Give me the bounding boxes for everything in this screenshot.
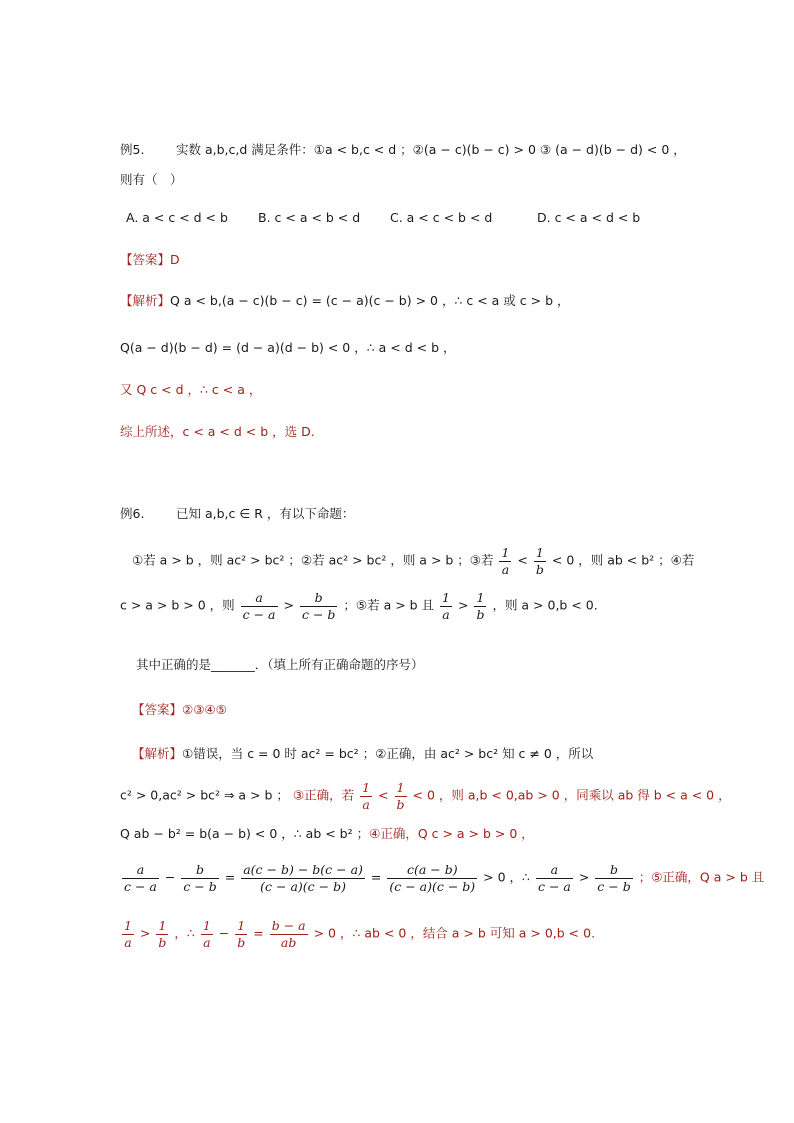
less-than: < (517, 552, 528, 568)
ex6-answer: 【答案】②③④⑤ (132, 702, 227, 717)
ex5-label: 例5. (120, 142, 145, 157)
option-c: C. a < c < b < d (390, 210, 493, 225)
text-run: > 0 ，∴ (483, 869, 530, 885)
option-d: D. c < a < d < b (537, 210, 641, 225)
less-than: < (378, 787, 389, 803)
ex6-propositions-line-1 (132, 545, 694, 577)
fraction-1-over-a: $\frac{1}{a}$ (202, 918, 211, 950)
fraction-1-over-b: $\frac{1}{b}$ (476, 590, 485, 622)
greater-than: > (578, 869, 590, 885)
text-run: ④正确，Q c > a > b > 0 ， (369, 826, 534, 841)
fraction-1-over-a: $\frac{1}{a}$ (362, 780, 371, 812)
ex5-conclusion: 综上所述，c < a < d < b ，选 D. (120, 424, 315, 439)
text-run: < 0 ，则 a,b < 0,ab > 0 ，同乘以 ab 得 b < a < 0 ， (412, 787, 731, 803)
text-run: c > a > b > 0 ，则 (120, 597, 235, 613)
text-run: ；⑤若 a > b 且 (343, 597, 435, 613)
ex6-stem: 已知 a,b,c ∈ R ，有以下命题： (176, 506, 355, 521)
ex6-fill-blank: 其中正确的是_______．（填上所有正确命题的序号） (136, 657, 424, 672)
ex6-propositions-line-2 (120, 590, 598, 622)
fraction-1-over-b: $\frac{1}{b}$ (535, 545, 544, 577)
ex5-solution-line-3: 又 Q c < d ，∴ c < a ， (120, 382, 262, 397)
ex6-solution-line-5 (120, 918, 595, 950)
fraction-1-over-b: $\frac{1}{b}$ (237, 918, 246, 950)
fraction-1-over-a: $\frac{1}{a}$ (442, 590, 450, 622)
fraction-1-over-a: $\frac{1}{a}$ (124, 918, 132, 950)
solution-tag: 【解析】 (132, 746, 183, 761)
greater-than: > (283, 597, 294, 613)
text-run: ①若 a > b ，则 ac² > bc² ；②若 ac² > bc² ，则 a > b ；③若 (132, 552, 494, 568)
fraction-1-over-b: $\frac{1}{b}$ (158, 918, 167, 950)
ex5-solution-line-2: Q(a − d)(b − d) = (d − a)(d − b) < 0 ，∴ a < d < b ， (120, 340, 456, 355)
equals-sign: = (224, 869, 236, 885)
solution-text: Q a < b,(a − c)(b − c) = (c − a)(c − b) > 0 ，∴ c < a 或 c > b ， (170, 293, 570, 308)
ex5-solution-line-1 (120, 291, 570, 309)
fraction-b-over-c-minus-b: $\frac{b}{c - b}$ (301, 590, 336, 622)
fraction-a-over-c-minus-a: $\frac{a}{c - a}$ (124, 862, 157, 894)
fraction-simplified: $\frac{c(a - b)}{(c - a)(c - b)}$ (389, 862, 476, 894)
fraction-b-over-c-minus-b: $\frac{b}{c - b}$ (597, 862, 631, 894)
solution-tag: 【解析】 (120, 293, 171, 308)
minus-sign: − (218, 925, 230, 941)
fraction-1-over-b: $\frac{1}{b}$ (396, 780, 405, 812)
ex6-solution-line-2 (120, 780, 731, 812)
text-run: c² > 0,ac² > bc² ⇒ a > b ； (120, 787, 289, 803)
ex6-solution-line-1 (132, 744, 593, 762)
greater-than: > (457, 597, 469, 613)
minus-sign: − (164, 869, 176, 885)
text-run: Q ab − b² = b(a − b) < 0 ，∴ ab < b² ； (120, 826, 370, 841)
fraction-1-over-a: $\frac{1}{a}$ (501, 545, 510, 577)
solution-text: ①错误，当 c = 0 时 ac² = bc² ；②正确，由 ac² > bc² 知 c ≠ 0 ，所以 (182, 746, 594, 761)
greater-than: > (139, 925, 151, 941)
fraction-a-over-c-minus-a: $\frac{a}{c - a}$ (537, 862, 571, 894)
text-run: ，则 a > 0,b < 0. (492, 597, 598, 613)
ex5-answer: 【答案】D (120, 252, 180, 267)
equals-sign: = (370, 869, 382, 885)
fraction-b-minus-a-over-ab: $\frac{b - a}{ab}$ (271, 918, 306, 950)
option-a: A. a < c < d < b (126, 210, 228, 225)
ex6-solution-line-4 (120, 862, 764, 894)
text-run: ，∴ (174, 925, 195, 941)
option-b: B. c < a < b < d (258, 210, 361, 225)
fraction-a-over-c-minus-a: $\frac{a}{c - a}$ (242, 590, 276, 622)
ex5-stem-cont: 则有（ ） (120, 172, 183, 187)
text-run: > 0 ，∴ ab < 0 ，结合 a > b 可知 a > 0,b < 0. (313, 925, 596, 941)
ex5-stem: 实数 a,b,c,d 满足条件：①a < b,c < d ；②(a − c)(b − c) > 0 ③ (a − d)(b − d) < 0 ， (176, 142, 686, 157)
equals-sign: = (253, 925, 264, 941)
fraction-combined: $\frac{a(c - b) - b(c - a)}{(c - a)(c - b)}$ (243, 862, 363, 894)
text-run: ③正确，若 (292, 787, 355, 803)
text-run: < 0 ，则 ab < b² ；④若 (551, 552, 695, 568)
text-run: ；⑤正确，Q a > b 且 (638, 869, 765, 885)
fraction-b-over-c-minus-b: $\frac{b}{c - b}$ (183, 862, 217, 894)
ex6-label: 例6. (120, 506, 145, 521)
ex6-solution-line-3 (120, 824, 534, 842)
